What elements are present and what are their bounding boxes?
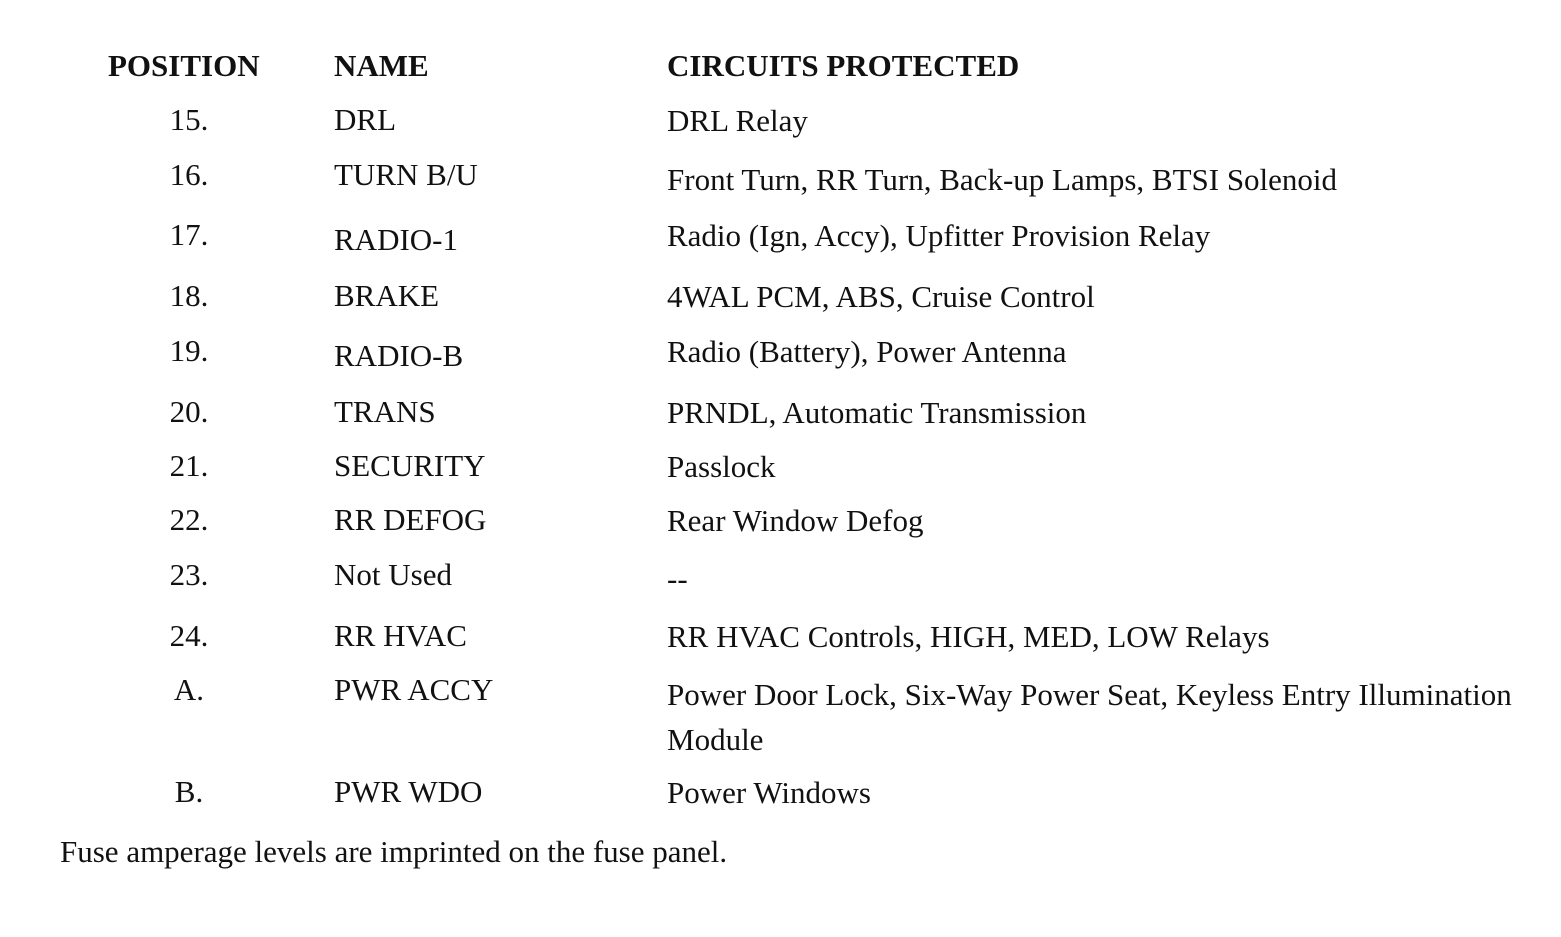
row-position: 19.	[169, 333, 209, 368]
row-position: 22.	[169, 502, 209, 537]
row-circuits: PRNDL, Automatic Transmission	[667, 395, 1087, 430]
row-position: 17.	[169, 217, 209, 252]
row-position: 18.	[169, 278, 209, 313]
row-position: B.	[174, 774, 204, 809]
header-position: POSITION	[108, 48, 260, 83]
row-circuits: Front Turn, RR Turn, Back-up Lamps, BTSI Solenoid	[667, 162, 1338, 197]
row-circuits: Rear Window Defog	[667, 503, 924, 538]
row-position: A.	[173, 672, 205, 707]
row-name: Not Used	[334, 557, 452, 592]
row-name: RR DEFOG	[334, 502, 487, 537]
row-circuits: Radio (Ign, Accy), Upfitter Provision Relay	[667, 218, 1211, 253]
row-name: SECURITY	[334, 448, 486, 483]
row-name: DRL	[334, 102, 396, 137]
row-position: 20.	[169, 394, 209, 429]
row-circuits: Power Door Lock, Six-Way Power Seat, Keyless Entry Illumination Module	[667, 677, 1512, 757]
row-name: RADIO-B	[334, 338, 464, 373]
row-circuits: --	[667, 561, 688, 596]
row-name: PWR WDO	[334, 774, 483, 809]
footnote: Fuse amperage levels are imprinted on the fuse panel.	[60, 834, 728, 869]
row-position: 16.	[169, 157, 209, 192]
row-name: TURN B/U	[334, 157, 478, 192]
row-position: 24.	[169, 618, 209, 653]
row-name: TRANS	[334, 394, 436, 429]
row-circuits: Passlock	[667, 449, 776, 484]
row-circuits: Radio (Battery), Power Antenna	[667, 334, 1067, 369]
row-circuits: Power Windows	[667, 775, 871, 810]
row-position: 15.	[169, 102, 209, 137]
header-circuits-protected: CIRCUITS PROTECTED	[667, 48, 1020, 83]
row-circuits: DRL Relay	[667, 103, 808, 138]
row-name: RADIO-1	[334, 222, 458, 257]
row-name: PWR ACCY	[334, 672, 494, 707]
row-position: 21.	[169, 448, 209, 483]
row-position: 23.	[169, 557, 209, 592]
row-circuits: 4WAL PCM, ABS, Cruise Control	[667, 279, 1095, 314]
row-name: RR HVAC	[334, 618, 467, 653]
row-name: BRAKE	[334, 278, 440, 313]
header-name: NAME	[334, 48, 429, 83]
row-circuits: RR HVAC Controls, HIGH, MED, LOW Relays	[667, 619, 1270, 654]
